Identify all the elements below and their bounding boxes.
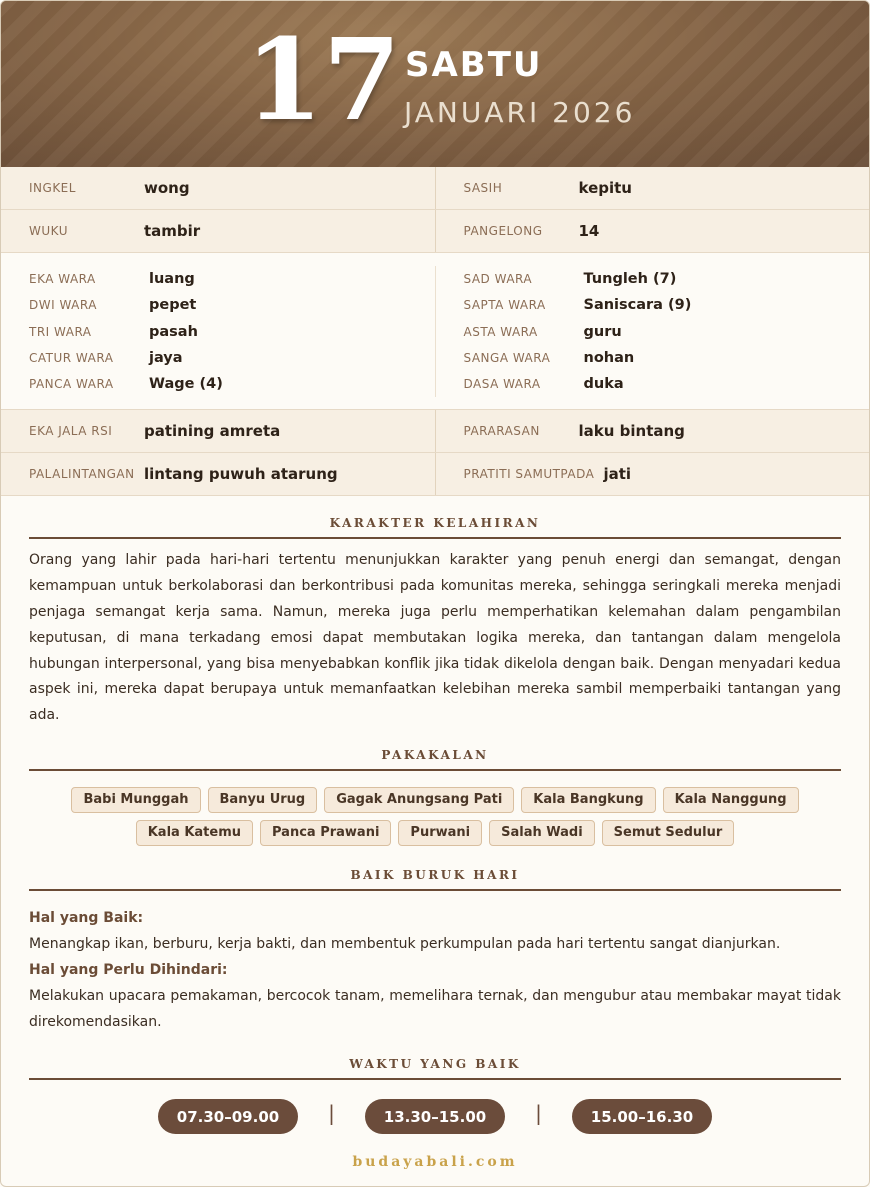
info-value: tambir <box>144 222 201 240</box>
info-cell-palalintangan <box>1 453 435 495</box>
wara-row <box>464 319 870 345</box>
wara-value: Wage (4) <box>149 376 223 393</box>
wara-value: nohan <box>583 350 635 367</box>
wara-row <box>29 345 435 371</box>
karakter-section <box>1 516 869 729</box>
wara-label: SANGA WARA <box>463 351 551 366</box>
info-label: PALALINTANGAN <box>29 467 135 482</box>
wara-value: guru <box>583 323 622 340</box>
wara-label: SAPTA WARA <box>463 298 546 313</box>
wara-label: SAD WARA <box>463 272 533 287</box>
wara-row <box>464 266 870 292</box>
wara-label: DWI WARA <box>29 298 97 313</box>
info-value: patining amreta <box>144 422 281 441</box>
time-slot: 13.30–15.00 <box>365 1099 505 1134</box>
pakakalan-chips <box>29 787 841 846</box>
wara-column-right <box>435 266 870 397</box>
karakter-text: Orang yang lahir pada hari-hari tertentu menunjukkan karakter yang penuh energi dan semangat, dengan kemampuan untuk berkolaborasi dan berkontribusi pada komunitas mereka, sehingga seringkali mereka menjadi penjaga semangat kerja sama. Namun, mereka juga perlu memperhatikan kelemahan dalam pengambilan keputusan, di mana terkadang emosi dapat membutakan logika mereka, dan tantangan dalam mengelola hubungan interpersonal, yang bisa menyebabkan konflik jika tidak dikelola dengan baik. Dengan menyadari kedua aspek ini, mereka dapat berupaya untuk memanfaatkan kelebihan mereka sambil memperbaiki tantangan yang ada. <box>29 552 841 724</box>
wara-label: CATUR WARA <box>29 351 114 366</box>
info-row-ekajalarsi-pararasan <box>1 410 869 453</box>
time-slot: 15.00–16.30 <box>572 1099 712 1134</box>
wara-label: PANCA WARA <box>29 377 114 392</box>
section-title: BAIK BURUK HARI <box>29 868 841 891</box>
wara-column-left <box>1 266 435 397</box>
section-title: KARAKTER KELAHIRAN <box>29 516 841 539</box>
info-cell-wuku <box>1 210 435 252</box>
wara-value: Saniscara (9) <box>583 297 692 314</box>
pakakalan-chip: Kala Nanggung <box>663 787 799 813</box>
bad-text: Melakukan upacara pemakaman, bercocok tanam, memelihara ternak, dan mengubur atau membakar mayat tidak direkomendasikan. <box>29 988 841 1031</box>
info-label: EKA JALA RSI <box>29 424 113 439</box>
wara-row <box>29 292 435 318</box>
day-number: 17 <box>245 15 401 146</box>
pakakalan-section <box>1 748 869 846</box>
info-label: INGKEL <box>29 181 76 195</box>
info-value: lintang puwuh atarung <box>144 465 338 484</box>
wara-row <box>29 371 435 397</box>
info-cell-pararasan <box>435 410 870 452</box>
info-value: wong <box>144 179 190 197</box>
info-label: PANGELONG <box>463 224 543 238</box>
pakakalan-chip: Panca Prawani <box>260 820 391 846</box>
info-cell-sasih <box>435 167 870 209</box>
time-separator: | <box>328 1100 335 1125</box>
waktu-section <box>1 1057 869 1170</box>
info-cell-pratiti-samutpada <box>435 453 870 495</box>
pakakalan-chip: Salah Wadi <box>489 820 595 846</box>
time-slots <box>29 1099 841 1134</box>
good-label: Hal yang Baik: <box>29 910 144 927</box>
wara-value: pepet <box>149 297 197 314</box>
wara-label: ASTA WARA <box>463 324 538 339</box>
pakakalan-chip: Purwani <box>398 820 482 846</box>
wara-row <box>464 345 870 371</box>
day-name: SABTU <box>405 45 543 85</box>
wara-row <box>29 266 435 292</box>
info-value: laku bintang <box>578 422 685 441</box>
month-year: JANUARI 2026 <box>404 96 636 129</box>
time-separator: | <box>535 1100 542 1125</box>
info-label: WUKU <box>29 224 68 238</box>
pakakalan-chip: Babi Munggah <box>71 787 200 813</box>
section-title: WAKTU YANG BAIK <box>29 1057 841 1080</box>
info-value: kepitu <box>578 179 632 197</box>
wara-row <box>464 371 870 397</box>
info-row-wuku-pangelong <box>1 210 869 253</box>
section-title: PAKAKALAN <box>29 748 841 771</box>
wara-label: TRI WARA <box>29 324 92 339</box>
pakakalan-chip: Kala Katemu <box>136 820 253 846</box>
baik-buruk-section <box>1 868 869 1035</box>
info-cell-eka-jala-rsi <box>1 410 435 452</box>
pakakalan-chip: Semut Sedulur <box>602 820 735 846</box>
good-text: Menangkap ikan, berburu, kerja bakti, dan membentuk perkumpulan pada hari tertentu sangat dianjurkan. <box>29 936 781 953</box>
wara-value: pasah <box>149 323 198 340</box>
info-label: PRATITI SAMUTPADA <box>463 467 595 482</box>
site-footer: budayabali.com <box>352 1154 518 1171</box>
wara-value: luang <box>149 271 195 288</box>
info-value: jati <box>603 465 632 484</box>
pakakalan-chip: Banyu Urug <box>208 787 318 813</box>
info-cell-ingkel <box>1 167 435 209</box>
info-value: 14 <box>578 222 600 240</box>
wara-block <box>1 254 869 410</box>
info-cell-pangelong <box>435 210 870 252</box>
wara-label: EKA WARA <box>29 272 96 287</box>
pakakalan-chip: Gagak Anungsang Pati <box>324 787 514 813</box>
time-slot: 07.30–09.00 <box>158 1099 298 1134</box>
info-row-ingkel-sasih <box>1 167 869 210</box>
info-row-palalintangan-pratiti <box>1 453 869 496</box>
date-header <box>1 1 869 167</box>
bad-label: Hal yang Perlu Dihindari: <box>29 962 228 979</box>
wara-label: DASA WARA <box>463 377 541 392</box>
wara-row <box>464 292 870 318</box>
wara-value: jaya <box>149 350 183 367</box>
wara-value: Tungleh (7) <box>583 271 677 288</box>
info-label: SASIH <box>463 181 503 195</box>
wara-row <box>29 319 435 345</box>
info-label: PARARASAN <box>463 424 540 439</box>
pakakalan-chip: Kala Bangkung <box>521 787 655 813</box>
wara-value: duka <box>583 376 624 393</box>
